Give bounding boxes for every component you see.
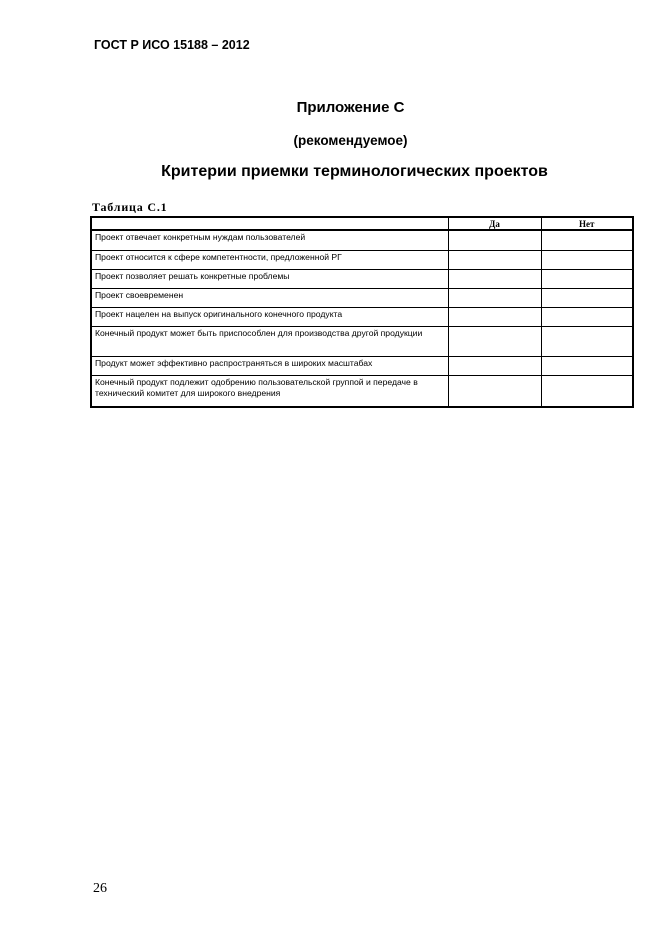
table-row <box>91 251 633 270</box>
table-header-row <box>91 217 633 230</box>
criterion-cell: Проект позволяет решать конкретные проблемы <box>91 270 448 289</box>
yes-cell <box>448 289 541 308</box>
no-cell <box>541 251 633 270</box>
criterion-cell: Проект относится к сфере компетентности, предложенной РГ <box>91 251 448 270</box>
document-code: ГОСТ Р ИСО 15188 – 2012 <box>94 38 250 52</box>
no-cell <box>541 230 633 251</box>
yes-cell <box>448 230 541 251</box>
criterion-cell: Проект нацелен на выпуск оригинального конечного продукта <box>91 308 448 327</box>
table-row <box>91 270 633 289</box>
annex-title: Приложение С <box>296 99 405 116</box>
table-row <box>91 357 633 376</box>
column-header-criterion <box>91 217 448 230</box>
table-caption: Таблица С.1 <box>92 200 168 214</box>
criterion-cell: Продукт может эффективно распространяться в широких масштабах <box>91 357 448 376</box>
no-cell <box>541 308 633 327</box>
yes-cell <box>448 270 541 289</box>
no-cell <box>541 270 633 289</box>
yes-cell <box>448 251 541 270</box>
criterion-cell: Проект отвечает конкретным нуждам пользователей <box>91 230 448 251</box>
no-cell <box>541 327 633 357</box>
yes-cell <box>448 357 541 376</box>
table-row <box>91 327 633 357</box>
yes-cell <box>448 308 541 327</box>
annex-heading: Критерии приемки терминологических проектов <box>161 163 548 180</box>
yes-cell <box>448 376 541 408</box>
column-header-yes: Да <box>448 217 541 230</box>
table-row <box>91 376 633 408</box>
column-header-no: Нет <box>541 217 633 230</box>
no-cell <box>541 357 633 376</box>
criterion-cell: Проект своевременен <box>91 289 448 308</box>
table-row <box>91 230 633 251</box>
yes-cell <box>448 327 541 357</box>
criterion-cell: Конечный продукт может быть приспособлен для производства другой продукции <box>91 327 448 357</box>
criteria-table <box>90 216 634 408</box>
no-cell <box>541 289 633 308</box>
criterion-cell: Конечный продукт подлежит одобрению пользовательской группой и передаче в технический комитет для широкого внедрения <box>91 376 448 408</box>
no-cell <box>541 376 633 408</box>
annex-status: (рекомендуемое) <box>293 133 408 148</box>
table-row <box>91 289 633 308</box>
table-row <box>91 308 633 327</box>
page-number: 26 <box>93 881 107 896</box>
